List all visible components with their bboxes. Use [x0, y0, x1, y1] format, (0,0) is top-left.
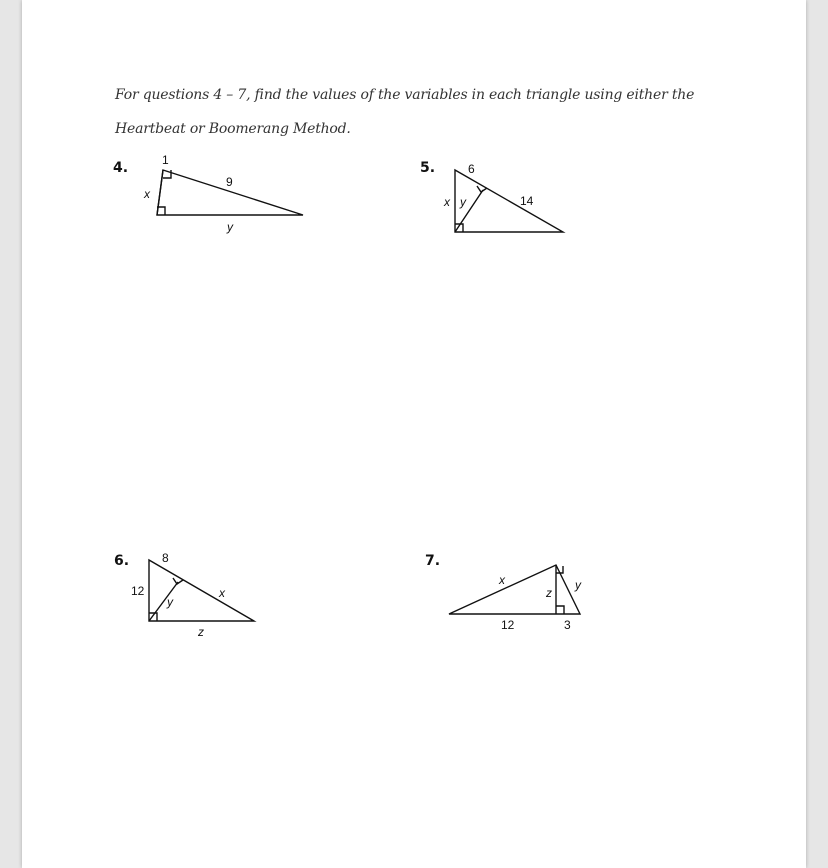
question-7-number: 7. [425, 553, 441, 569]
q5-label-top: 6 [468, 162, 475, 176]
q6-label-left: 12 [131, 584, 145, 598]
q4-label-top: 1 [162, 153, 169, 167]
q7-label-alt: z [546, 586, 552, 600]
q6-label-top: 8 [162, 551, 169, 565]
q6-label-hyp: x [219, 586, 225, 600]
q6-label-bottom: z [198, 625, 204, 639]
q5-label-hyp: 14 [520, 194, 534, 208]
q6-label-alt: y [167, 595, 173, 609]
q5-label-left: x [444, 195, 450, 209]
q4-label-hyp: 9 [226, 175, 233, 189]
q7-label-base-right: 3 [564, 618, 571, 632]
question-6-number: 6. [114, 553, 130, 569]
question-4-number: 4. [113, 160, 129, 176]
q7-label-right: y [575, 578, 581, 592]
q7-right-angle-bottom [556, 606, 564, 614]
instructions-line-1: For questions 4 – 7, find the values of the variables in each triangle using either the [115, 87, 695, 103]
q5-label-alt: y [460, 195, 466, 209]
q7-label-base-left: 12 [501, 618, 515, 632]
instructions-line-2: Heartbeat or Boomerang Method. [115, 121, 351, 137]
q4-label-left: x [144, 187, 150, 201]
q4-label-bottom: y [227, 220, 233, 234]
q7-label-hyp: x [499, 573, 505, 587]
question-5-number: 5. [420, 160, 436, 176]
